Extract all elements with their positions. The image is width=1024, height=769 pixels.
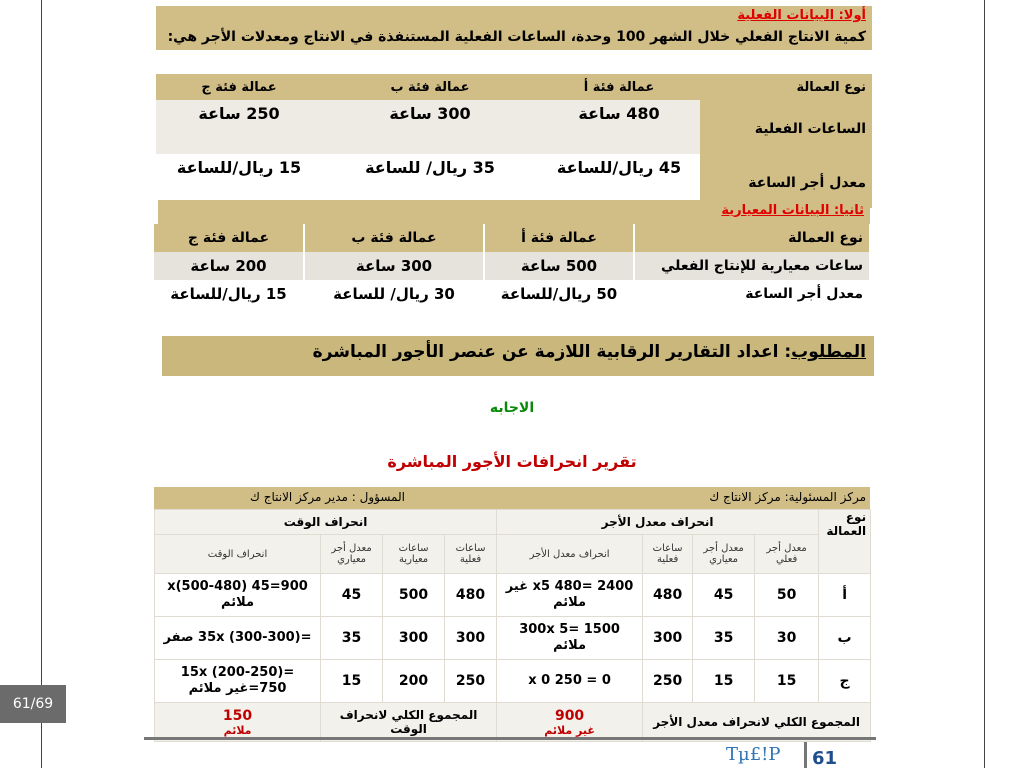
page-counter-badge: 61/69 bbox=[0, 685, 66, 723]
table-cell: 500 ساعة bbox=[484, 252, 634, 280]
labor-type: ب bbox=[819, 617, 871, 660]
table-cell: 500 bbox=[383, 574, 445, 617]
table-row bbox=[156, 100, 872, 154]
table-row bbox=[155, 660, 871, 703]
right-border bbox=[984, 0, 985, 768]
actual-data-title: أولا: البيانات الفعلية bbox=[737, 8, 866, 23]
table-cell: 250 bbox=[643, 660, 693, 703]
table-cell: 300 bbox=[445, 617, 497, 660]
table-cell: 480 bbox=[445, 574, 497, 617]
table-cell: 300 ساعة bbox=[304, 252, 484, 280]
row-label: ساعات معيارية للإنتاج الفعلي bbox=[634, 252, 870, 280]
row-label: الساعات الفعلية bbox=[700, 100, 872, 154]
variance-report bbox=[154, 487, 870, 742]
requirement-text bbox=[313, 342, 866, 362]
table-row bbox=[155, 617, 871, 660]
requirement-banner bbox=[162, 336, 874, 376]
header-cell: عمالة فئة أ bbox=[484, 224, 634, 252]
footer-logo: Tµ£!P bbox=[726, 744, 781, 765]
table-cell: 15 ريال/للساعة bbox=[154, 280, 304, 308]
footer-separator bbox=[804, 742, 807, 768]
group-header-row bbox=[155, 510, 871, 535]
total-time-cell bbox=[155, 703, 321, 742]
total-rate-label: المجموع الكلي لانحراف معدل الأجر bbox=[643, 703, 871, 742]
report-title: تقرير انحرافات الأجور المباشرة bbox=[387, 452, 637, 471]
standard-data-header bbox=[158, 200, 870, 224]
total-time-status: ملائم bbox=[223, 723, 252, 737]
header-cell: نوع العمالة bbox=[700, 74, 872, 100]
table-header-row bbox=[154, 224, 870, 252]
table-cell: 50 bbox=[755, 574, 819, 617]
row-label: معدل أجر الساعة bbox=[700, 154, 872, 208]
responsible-manager: المسؤول : مدير مركز الانتاج ك bbox=[250, 490, 405, 504]
calc-cell: x(500-480) 45=900 ملائم bbox=[155, 574, 321, 617]
table-cell: 35 ريال/ للساعة bbox=[365, 158, 495, 177]
labor-type-header: نوع العمالة bbox=[819, 510, 871, 574]
calc-cell: 2400 =480 x5 غير ملائم bbox=[497, 574, 643, 617]
time-variance-group: انحراف الوقت bbox=[155, 510, 497, 535]
table-cell: 15 bbox=[755, 660, 819, 703]
table-cell: 300 ساعة bbox=[322, 100, 538, 154]
actual-data-header bbox=[156, 6, 872, 50]
responsibility-center: مركز المسئولية: مركز الانتاج ك bbox=[709, 490, 866, 504]
sub-header: انحراف الوقت bbox=[155, 535, 321, 574]
total-time-label: المجموع الكلي لانحراف الوقت bbox=[321, 703, 497, 742]
total-time-value: 150 bbox=[222, 707, 253, 724]
standard-data-section bbox=[154, 200, 870, 308]
total-rate-cell bbox=[497, 703, 643, 742]
labor-type: أ bbox=[819, 574, 871, 617]
row-label: معدل أجر الساعة bbox=[634, 280, 870, 308]
table-cell: 15 ريال/للساعة bbox=[176, 158, 302, 177]
labor-type: ج bbox=[819, 660, 871, 703]
table-cell: 300 bbox=[643, 617, 693, 660]
table-cell: 15 bbox=[321, 660, 383, 703]
header-cell: عمالة فئة ج bbox=[156, 74, 322, 100]
table-cell: 35 bbox=[693, 617, 755, 660]
sub-header: معدل أجر فعلي bbox=[755, 535, 819, 574]
actual-data-section bbox=[156, 6, 872, 192]
sub-header: ساعات فعلية bbox=[445, 535, 497, 574]
table-header-row bbox=[156, 74, 872, 100]
table-row bbox=[154, 280, 870, 308]
table-cell: 30 ريال/ للساعة bbox=[304, 280, 484, 308]
header-cell: عمالة فئة ب bbox=[322, 74, 538, 100]
rate-variance-group: انحراف معدل الأجر bbox=[497, 510, 819, 535]
header-cell: عمالة فئة أ bbox=[538, 74, 700, 100]
answer-label: الاجابه bbox=[489, 400, 535, 416]
footer-page-number: 61 bbox=[812, 748, 838, 769]
table-cell: 480 bbox=[643, 574, 693, 617]
table-cell: 200 ساعة bbox=[154, 252, 304, 280]
table-row bbox=[154, 252, 870, 280]
actual-data-table bbox=[156, 74, 872, 208]
calc-cell: =15x (200-250) =750غير ملائم bbox=[155, 660, 321, 703]
table-cell: 45 ريال/للساعة bbox=[556, 158, 682, 177]
total-rate-status: غير ملائم bbox=[544, 723, 595, 737]
calc-cell: 1500 =300x 5 ملائم bbox=[497, 617, 643, 660]
table-cell: 300 bbox=[383, 617, 445, 660]
table-cell: 50 ريال/للساعة bbox=[484, 280, 634, 308]
header-cell: نوع العمالة bbox=[634, 224, 870, 252]
standard-data-title: ثانيا: البيانات المعيارية bbox=[721, 203, 864, 218]
sub-header: ساعات معيارية bbox=[383, 535, 445, 574]
sub-header: معدل أجر معياري bbox=[321, 535, 383, 574]
left-border bbox=[41, 0, 42, 768]
table-cell: 45 bbox=[693, 574, 755, 617]
requirement-label: المطلوب bbox=[791, 342, 866, 362]
total-rate-value: 900 bbox=[554, 707, 585, 724]
table-cell: 35 bbox=[321, 617, 383, 660]
variance-table bbox=[154, 509, 871, 742]
actual-data-subtitle: كمية الانتاج الفعلي خلال الشهر 100 وحدة، الساعات الفعلية المستنفذة في الانتاج ومعدلات الأجر هي: bbox=[167, 29, 866, 45]
table-cell: 200 bbox=[383, 660, 445, 703]
report-header-band bbox=[154, 487, 870, 509]
calc-cell: 0 = 250 x 0 bbox=[497, 660, 643, 703]
sub-header: انحراف معدل الأجر bbox=[497, 535, 643, 574]
table-cell: 480 ساعة bbox=[538, 100, 700, 154]
table-row bbox=[155, 574, 871, 617]
totals-row bbox=[155, 703, 871, 742]
sub-header: معدل أجر معياري bbox=[693, 535, 755, 574]
calc-cell: =35x (300-300) صفر bbox=[155, 617, 321, 660]
table-cell: 45 bbox=[321, 574, 383, 617]
table-cell: 250 ساعة bbox=[156, 100, 322, 154]
sub-header: ساعات فعلية bbox=[643, 535, 693, 574]
table-cell: 15 bbox=[693, 660, 755, 703]
requirement-body: : اعداد التقارير الرقابية اللازمة عن عنصر الأجور المباشرة bbox=[312, 342, 792, 362]
sub-header-row bbox=[155, 535, 871, 574]
header-cell: عمالة فئة ب bbox=[304, 224, 484, 252]
footer-rule bbox=[144, 737, 876, 740]
header-cell: عمالة فئة ج bbox=[154, 224, 304, 252]
table-cell: 30 bbox=[755, 617, 819, 660]
standard-data-table bbox=[154, 224, 871, 308]
table-cell: 250 bbox=[445, 660, 497, 703]
